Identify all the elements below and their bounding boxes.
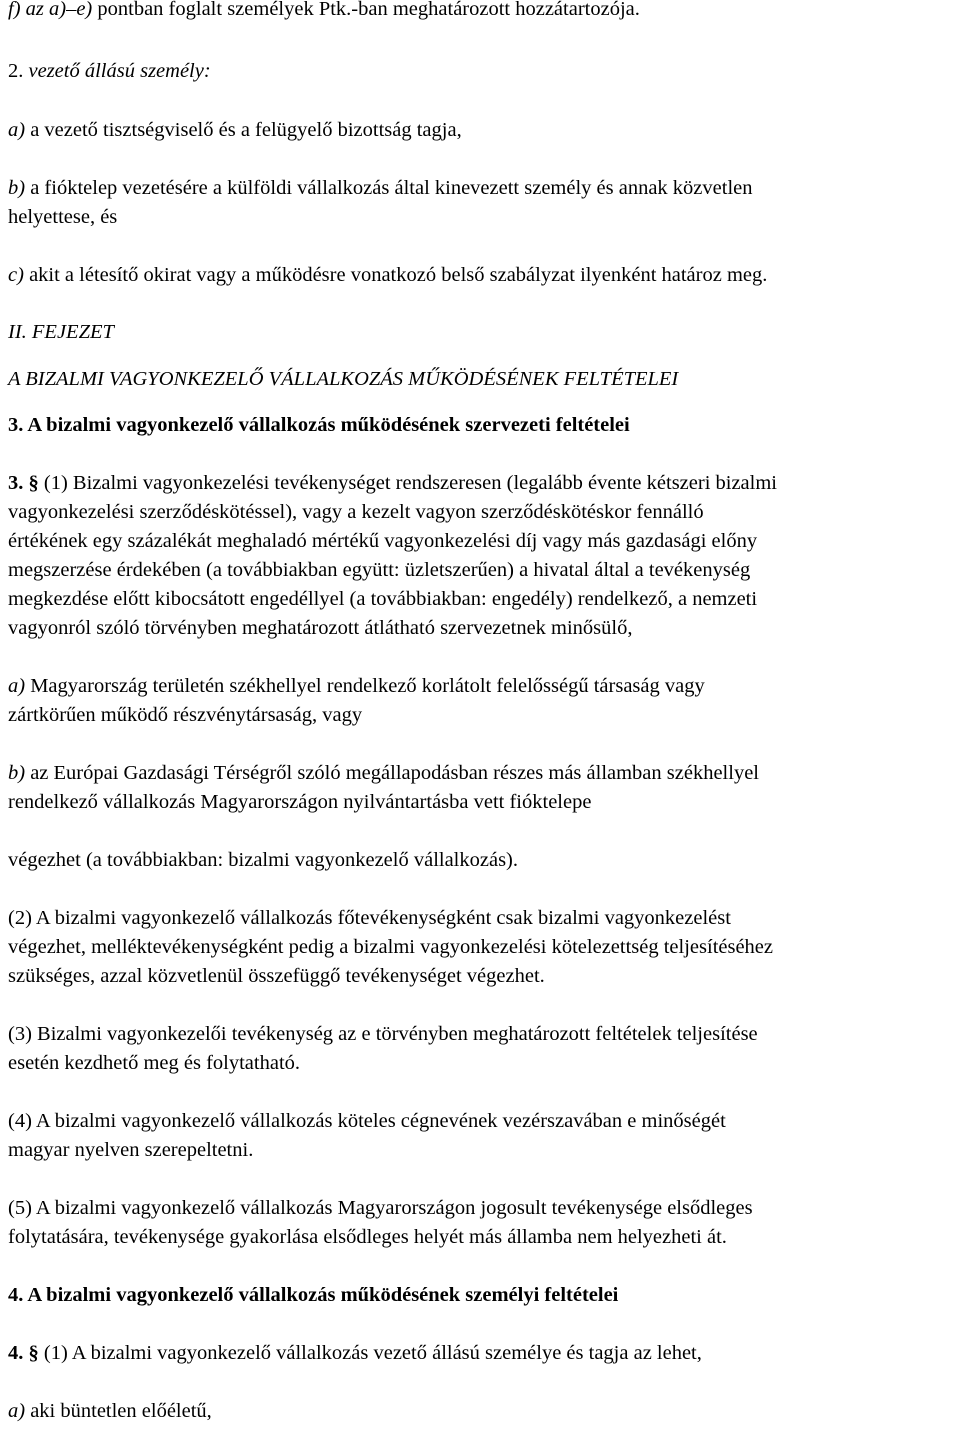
paragraph-3-1-line: megszerzése érdekében (a továbbiakban együtt: üzletszerűen) a hivatal által a tevékenység [8,559,751,581]
paragraph-3-3-line: esetén kezdhető meg és folytatható. [8,1052,301,1074]
paragraph-3-1-line: vagyonkezelési szerződéskötéssel), vagy a kezelt vagyon szerződéskötéskor fennálló [8,501,704,523]
paragraph-4-item-a [8,1398,212,1424]
list-item-text: akit a létesítő okirat vagy a működésre vonatkozó belső szabályzat ilyenként határoz meg. [23,264,768,286]
paragraph-3-4-line: magyar nyelven szerepeltetni. [8,1139,254,1161]
section-sign: § [28,472,39,494]
paragraph-3-1-line [8,470,777,496]
list-marker: b) [8,762,26,784]
section-heading-4: 4. A bizalmi vagyonkezelő vállalkozás működésének személyi feltételei [8,1284,619,1306]
list-item-text: a vezető tisztségviselő és a felügyelő bizottság tagja, [25,119,462,141]
paragraph-3-1-line: megkezdése előtt kibocsátott engedéllyel (a továbbiakban: engedély) rendelkező, a nemzeti [8,588,758,610]
paragraph-3-2-line: végezhet, melléktevékenységként pedig a bizalmi vagyonkezelési kötelezettség teljesítéséhez [8,936,774,958]
list-item-text: a fióktelep vezetésére a külföldi vállalkozás által kinevezett személy és annak közvetlen [25,177,753,199]
list-marker: b) [8,177,26,199]
point-title: vezető állású személy: [23,60,211,82]
list-item-text: aki büntetlen előéletű, [25,1400,212,1422]
paragraph-4-1-line [8,1340,702,1366]
paragraph-3-5-line: (5) A bizalmi vagyonkezelő vállalkozás Magyarországon jogosult tevékenysége elsődleges [8,1197,753,1219]
paragraph-text: (1) A bizalmi vagyonkezelő vállalkozás vezető állású személye és tagja az lehet, [38,1342,702,1364]
section-sign: § [28,1342,39,1364]
list-marker: a) [8,1400,26,1422]
paragraph-3-1-line: értékének egy százalékát meghaladó mértékű vagyonkezelési díj vagy más gazdasági előny [8,530,758,552]
paragraph-3-item-a [8,673,705,699]
list-item-f [8,0,640,22]
list-item-b-continuation: helyettese, és [8,206,118,228]
section-number: 3. [8,472,24,494]
list-item-text: az Európai Gazdasági Térségről szóló megállapodásban részes más államban székhellyel [25,762,759,784]
paragraph-3-2-line: (2) A bizalmi vagyonkezelő vállalkozás főtevékenységként csak bizalmi vagyonkezelést [8,907,731,929]
paragraph-3-closing: végezhet (a továbbiakban: bizalmi vagyonkezelő vállalkozás). [8,849,519,871]
paragraph-3-item-a-continuation: zártkörűen működő részvénytársaság, vagy [8,704,363,726]
list-item-text: pontban foglalt személyek Ptk.-ban meghatározott hozzátartozója. [92,0,640,20]
point-number: 2. [8,60,24,82]
section-number: 4. [8,1342,24,1364]
list-item-c [8,262,767,288]
paragraph-3-1-line: vagyonról szóló törvényben meghatározott átlátható szervezetnek minősülő, [8,617,633,639]
paragraph-3-2-line: szükséges, azzal közvetlenül összefüggő tevékenységet végezhet. [8,965,545,987]
paragraph-text: (1) Bizalmi vagyonkezelési tevékenységet rendszeresen (legalább évente kétszeri bizalmi [38,472,777,494]
paragraph-3-item-b-continuation: rendelkező vállalkozás Magyarországon nyilvántartásba vett fióktelepe [8,791,592,813]
definition-point-2 [8,58,211,84]
list-marker: a) [8,119,26,141]
list-marker: c) [8,264,24,286]
paragraph-3-item-b [8,760,759,786]
list-item-a [8,117,462,143]
paragraph-3-3-line: (3) Bizalmi vagyonkezelői tevékenység az e törvényben meghatározott feltételek teljesítése [8,1023,758,1045]
list-marker: f) az a)–e) [8,0,93,20]
paragraph-3-4-line: (4) A bizalmi vagyonkezelő vállalkozás köteles cégnevének vezérszavában e minőségét [8,1110,726,1132]
list-item-b [8,175,753,201]
list-item-text: Magyarország területén székhellyel rendelkező korlátolt felelősségű társaság vagy [25,675,705,697]
list-marker: a) [8,675,26,697]
paragraph-3-5-line: folytatására, tevékenysége gyakorlása elsődleges helyét más államba nem helyezheti át. [8,1226,727,1248]
chapter-number: II. FEJEZET [8,321,114,343]
section-heading-3: 3. A bizalmi vagyonkezelő vállalkozás működésének szervezeti feltételei [8,414,630,436]
chapter-title: A BIZALMI VAGYONKEZELŐ VÁLLALKOZÁS MŰKÖDÉSÉNEK FELTÉTELEI [8,368,679,390]
